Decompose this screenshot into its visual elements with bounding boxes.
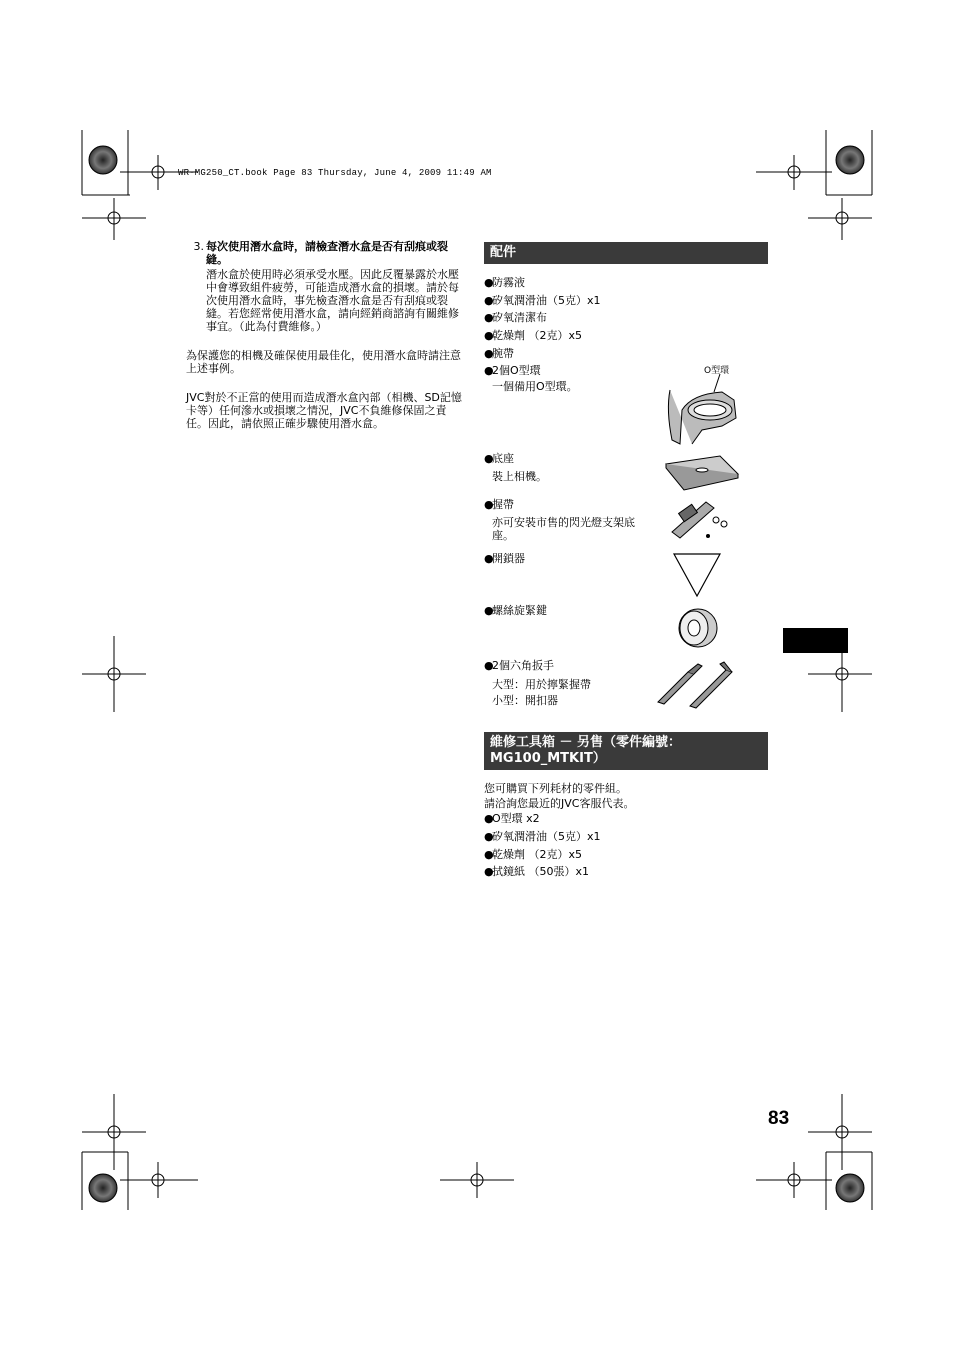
care-note: 為保護您的相機及確保使用最佳化，使用潛水盒時請注意上述事例。 (186, 349, 461, 375)
disclaimer-note: JVC對於不正當的使用而造成潛水盒內部（相機、SD記憶卡等）任何滲水或損壞之情況，JVC不負維修保固之責任。因此，請依照正確步驟使用潛水盒。 (186, 391, 462, 430)
kit-item: ●O型環 x2 (484, 812, 540, 825)
kit-item: ●拭鏡紙 （50張）x1 (484, 865, 590, 878)
accessory-item: ●底座 (484, 452, 514, 465)
step-number: 3. (193, 240, 204, 253)
accessory-item: ●乾燥劑 （2克）x5 (484, 329, 583, 342)
step-title: 每次使用潛水盒時，請檢查潛水盒是否有刮痕或裂縫。 (206, 240, 448, 266)
opener-illustration (672, 552, 722, 598)
accessory-item: ●矽氧潤滑油（5克）x1 (484, 294, 601, 307)
maintenance-kit-heading: 維修工具箱 － 另售（零件編號：MG100_MTKIT） (484, 732, 768, 770)
oring-illustration (662, 370, 742, 448)
accessory-item: ●矽氧清潔布 (484, 311, 547, 324)
accessory-note: 亦可安裝市售的閃光燈支架底座。 (492, 516, 635, 542)
accessory-item: ●握帶 (484, 498, 514, 511)
screw-tightener-illustration (674, 606, 720, 650)
accessory-item: ●2個O型環 (484, 364, 541, 377)
grip-strap-illustration (666, 494, 736, 546)
page-number: 83 (768, 1108, 790, 1129)
accessory-item: ●防霧液 (484, 276, 525, 289)
step-3 (186, 240, 468, 266)
chapter-tab (783, 628, 848, 653)
kit-item: ●乾燥劑 （2克）x5 (484, 848, 583, 861)
print-header: WR-MG250_CT.book Page 83 Thursday, June 4, 2009 11:49 AM (178, 168, 492, 178)
accessory-item: ●螺絲旋緊鍵 (484, 604, 547, 617)
accessory-note: 一個備用O型環。 (492, 380, 578, 393)
accessory-note: 裝上相機。 (492, 470, 547, 483)
accessory-item: ●腕帶 (484, 347, 514, 360)
base-illustration (662, 452, 742, 492)
kit-item: ●矽氧潤滑油（5克）x1 (484, 830, 601, 843)
accessory-item: ●開鎖器 (484, 552, 525, 565)
accessory-note: 小型：開扣器 (492, 694, 558, 707)
kit-intro: 請洽詢您最近的JVC客服代表。 (484, 797, 635, 810)
step-body: 潛水盒於使用時必須承受水壓。因此反覆暴露於水壓中會導致組件疲勞，可能造成潛水盒的損壞。請於每次使用潛水盒時，事先檢查潛水盒是否有刮痕或裂縫。若您經常使用潛水盒，請向經銷商諮詢有關維修事宜。（此為付費維修。） (206, 268, 459, 333)
accessory-note: 大型：用於擰緊握帶 (492, 678, 591, 691)
hex-wrench-illustration (654, 660, 740, 710)
left-column (186, 240, 468, 430)
kit-intro: 您可購買下列耗材的零件組。 (484, 782, 627, 795)
accessory-item: ●2個六角扳手 (484, 659, 554, 672)
oring-callout: O型環 (704, 366, 730, 376)
accessories-heading: 配件 (484, 242, 768, 264)
